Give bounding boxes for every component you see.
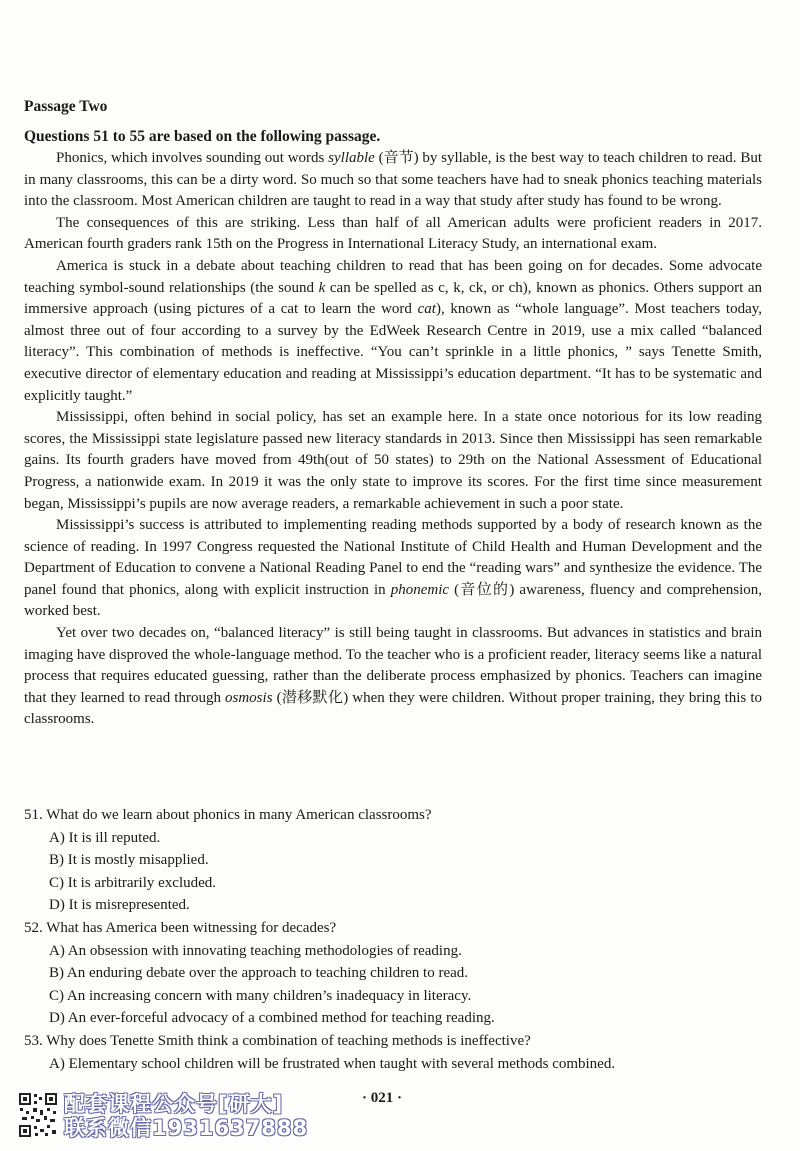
italic-term: cat bbox=[417, 301, 436, 318]
italic-term: phonemic bbox=[390, 581, 450, 598]
paragraph-6 bbox=[24, 623, 762, 731]
option: A) Elementary school children will be frustrated when taught with several methods combined. bbox=[49, 1055, 616, 1072]
questions bbox=[24, 804, 762, 1075]
paragraph-3 bbox=[24, 256, 762, 407]
paragraph-5 bbox=[24, 515, 762, 623]
italic-term: syllable bbox=[328, 150, 375, 166]
option: C) It is arbitrarily excluded. bbox=[49, 874, 217, 891]
question-stem: 53. Why does Tenette Smith think a combination of teaching methods is ineffective? bbox=[24, 1032, 531, 1049]
text-run: Yet over two decades on, “balanced literacy” is still being taught in classrooms. But advances in statistics and brain imaging have disproved the whole-language method. To the teacher who is a proficient reader, literacy seems like a natural process that requires educated guessing, rather than the deliberate process emphasized by phonics. Teachers can imagine that they learned to read through bbox=[24, 625, 762, 706]
text-run: Mississippi’s success is attributed to implementing reading methods supported by a body of research known as the science of reading. In 1997 Congress requested the National Institute of Child Health and Human Development and the Department of Education to convene a National Reading Panel to end the “reading wars” and synthesize the evidence. The panel found that phonics, along with explicit instruction in bbox=[24, 517, 762, 598]
option: B) An enduring debate over the approach to teaching children to read. bbox=[49, 965, 469, 982]
passage bbox=[24, 148, 762, 731]
text-run: (潜移默化) when they were children. Without proper training, they bring this to classrooms. bbox=[24, 689, 762, 728]
question-stem: 51. What do we learn about phonics in many American classrooms? bbox=[24, 807, 432, 823]
option: C) An increasing concern with many children’s inadequacy in literacy. bbox=[49, 987, 472, 1004]
promo-banner bbox=[64, 1092, 308, 1140]
option-list bbox=[24, 940, 762, 1030]
option: A) An obsession with innovating teaching methodologies of reading. bbox=[49, 942, 462, 959]
option: A) It is ill reputed. bbox=[49, 829, 161, 846]
page-number: · 021 · bbox=[362, 1090, 403, 1106]
exam-page bbox=[24, 0, 776, 1151]
option: B) It is mostly misapplied. bbox=[49, 852, 209, 869]
question bbox=[24, 917, 762, 1030]
text-run: (音节) by syllable, is the best way to teach children to read. But in many classrooms, this can be a dirty word. So much so that some teachers have had to sneak phonics teaching materials into the classroom. Most American children are taught to read in a way that study after study has found to be wrong. bbox=[24, 150, 762, 210]
italic-term: k bbox=[318, 279, 326, 296]
instructions: Questions 51 to 55 are based on the following passage. bbox=[24, 128, 381, 145]
text-run: Phonics, which involves sounding out words bbox=[56, 150, 329, 166]
text-run: (音位的) awareness, fluency and comprehension, worked best. bbox=[24, 581, 762, 620]
paragraph-4: Mississippi, often behind in social policy, has set an example here. In a state once notorious for its low reading scores, the Mississippi state legislature passed new literacy standards in 2013. Since then Mississippi has seen remarkable gains. Its fourth graders have moved from 49th(out of 50 states) to 29th on the National Assessment of Educational Progress, a nationwide exam. In 2019 it was the only state to improve its scores. For the first time since measurement began, Mississippi’s pupils are now average readers, a remarkable achievement in such a poor state. bbox=[24, 409, 762, 512]
text-run: can be spelled as c, k, ck, or ch), known as phonics. Others support an immersive approach (using pictures of a cat to learn the word bbox=[24, 279, 762, 318]
text-run: ), known as “whole language”. Most teachers today, almost three out of four according to a survey by the EdWeek Research Centre in 2019, use a mix called “balanced literacy”. This combination of methods is ineffective. “You can’t sprinkle in a little phonics, ” says Tenette Smith, executive director of elementary education and reading at Mississippi’s education department. “It has to be systematic and explicitly taught.” bbox=[24, 301, 763, 404]
question-stem: 52. What has America been witnessing for decades? bbox=[24, 919, 337, 936]
italic-term: osmosis bbox=[225, 689, 273, 706]
option-list bbox=[24, 1053, 762, 1076]
paragraph-1 bbox=[24, 148, 762, 213]
section-title: Passage Two bbox=[24, 98, 108, 115]
question bbox=[24, 1030, 762, 1075]
option: D) It is misrepresented. bbox=[49, 897, 190, 914]
paragraph-2: The consequences of this are striking. Less than half of all American adults were proficient readers in 2017. American fourth graders rank 15th on the Progress in International Literacy Study, an international exam. bbox=[24, 214, 762, 253]
promo-line: 联系微信1931637888 bbox=[64, 1116, 309, 1140]
text-run: America is stuck in a debate about teaching children to read that has been going on for decades. Some advocate teaching symbol-sound relationships (the sound bbox=[24, 257, 762, 296]
question bbox=[24, 804, 762, 917]
qr-code-icon bbox=[18, 1092, 58, 1138]
option-list bbox=[24, 827, 762, 917]
option: D) An ever-forceful advocacy of a combined method for teaching reading. bbox=[49, 1010, 495, 1027]
promo-line: 配套课程公众号[研大] bbox=[64, 1092, 284, 1116]
